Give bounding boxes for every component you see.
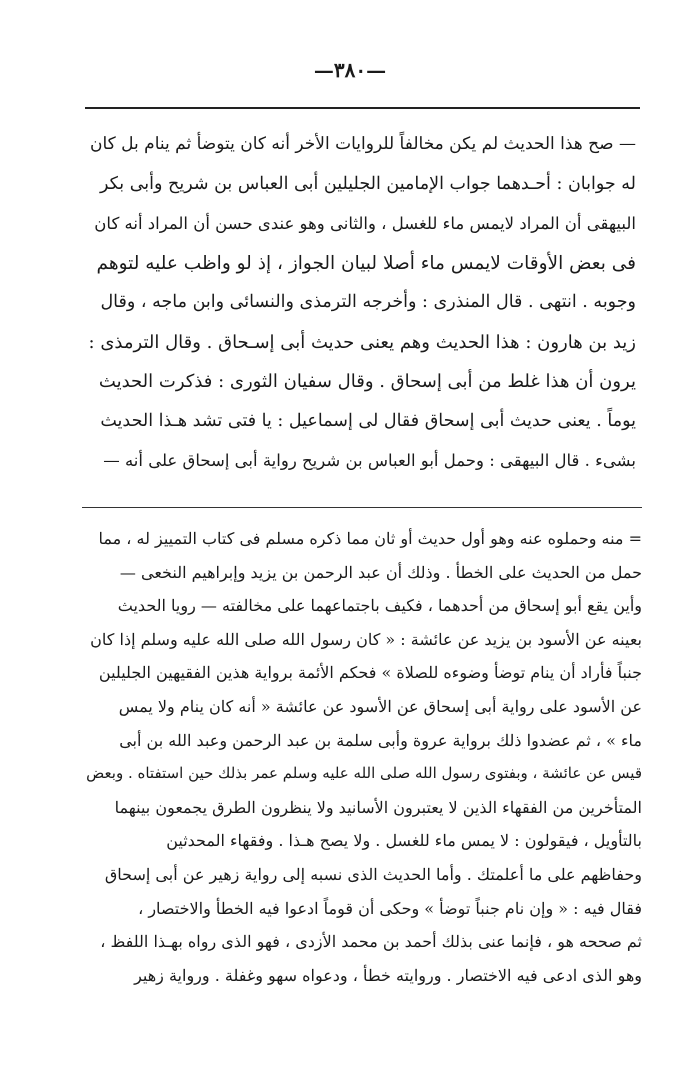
footnote-line: بالتأويل ، فيقولون : لا يمس ماء للغسل . ولا يصح هـذا . وفقهاء المحدثين [166,831,642,851]
main-text-line: له جوابان : أحـدهما جواب الإمامين الجليلين أبى العباس بن شريح وأبى بكر [99,173,636,194]
main-text-line: بشىء . قال البيهقى : وحمل أبو العباس بن شريح رواية أبى إسحاق على أنه — [103,451,636,470]
main-text-line: يوماً . يعنى حديث أبى إسحاق فقال لى إسماعيل : يا فتى تشد هـذا الحديث [100,410,636,431]
footnote-line: = منه وحملوه عنه وهو أول حديث أو ثان مما ذكره مسلم فى كتاب التمييز له ، مما [98,529,642,548]
main-text-line: يرون أن هذا غلط من أبى إسحاق . وقال سفيان الثورى : فذكرت الحديث [98,371,636,392]
main-text-line: — صح هذا الحديث لم يكن مخالفاً للروايات الأخر أنه كان يتوضأ ثم ينام بل كان [90,134,636,154]
footnote-line: فقال فيه : « وإن نام جنباً توضأ » وحكى أن قوماً ادعوا فيه الخطأ والاختصار ، [138,898,642,918]
footnote-line: وأين يقع أبو إسحاق من أحدهما ، فكيف باجتماعهما على مخالفته — رويا الحديث [117,596,642,616]
footnote-line: جنباً فأراد أن ينام توضأ وضوءه للصلاة » فحكم الأئمة برواية هذين الفقيهين الجليلين [98,663,642,683]
main-text-line: وجوبه . انتهى . قال المنذرى : وأخرجه الترمذى والنسائى وابن ماجه ، وقال [100,292,636,312]
page-number: —٣٨٠— [313,58,387,82]
footnotes [76,522,642,992]
main-text [88,125,636,481]
header-rule [85,107,640,109]
footnote-line: وحفاظهم على ما أعلمتك . وأما الحديث الذى نسبه إلى رواية زهير عن أبى إسحاق [104,864,642,884]
footnote-line: قيس عن عائشة ، وبفتوى رسول الله صلى الله عليه وسلم عمر بذلك حين استفتاه . وبعض [86,764,642,783]
footnote-line: ماء » ، ثم عضدوا ذلك برواية عروة وأبى سلمة بن عبد الرحمن وعبد الله بن أبى [119,730,642,750]
main-text-line: زيد بن هارون : هذا الحديث وهم يعنى حديث أبى إسـحاق . وقال الترمذى : [88,331,636,353]
footnote-line: بعينه عن الأسود بن يزيد عن عائشة : « كان رسول الله صلى الله عليه وسلم إذا كان [90,629,642,649]
footnote-line: وهو الذى ادعى فيه الاختصار . وروايته خطأ ، ودعواه سهو وغفلة . ورواية زهير [134,965,642,985]
footnote-separator [82,507,642,508]
footnote-line: ثم صححه هو ، فإنما عنى بذلك أحمد بن محمد الأزدى ، فهو الذى رواه بهـذا اللفظ ، [100,932,642,952]
footnote-line: عن الأسود على رواية أبى إسحاق عن الأسود عن عائشة « أنه كان ينام ولا يمس [118,696,642,716]
main-text-line: فى بعض الأوقات لايمس ماء أصلا لبيان الجواز ، إذ لو واظب عليه لتوهم [96,252,636,274]
main-text-line: البيهقى أن المراد لايمس ماء للغسل ، والثانى وهو عندى حسن أن المراد أنه كان [94,214,636,233]
footnote-line: المتأخرين من الفقهاء الذين لا يعتبرون الأسانيد ولا ينظرون الطرق يجمعون بينهما [114,797,642,817]
footnote-line: حمل من الحديث على الخطأ . وذلك أن عبد الرحمن بن يزيد وإبراهيم النخعى — [119,562,642,582]
